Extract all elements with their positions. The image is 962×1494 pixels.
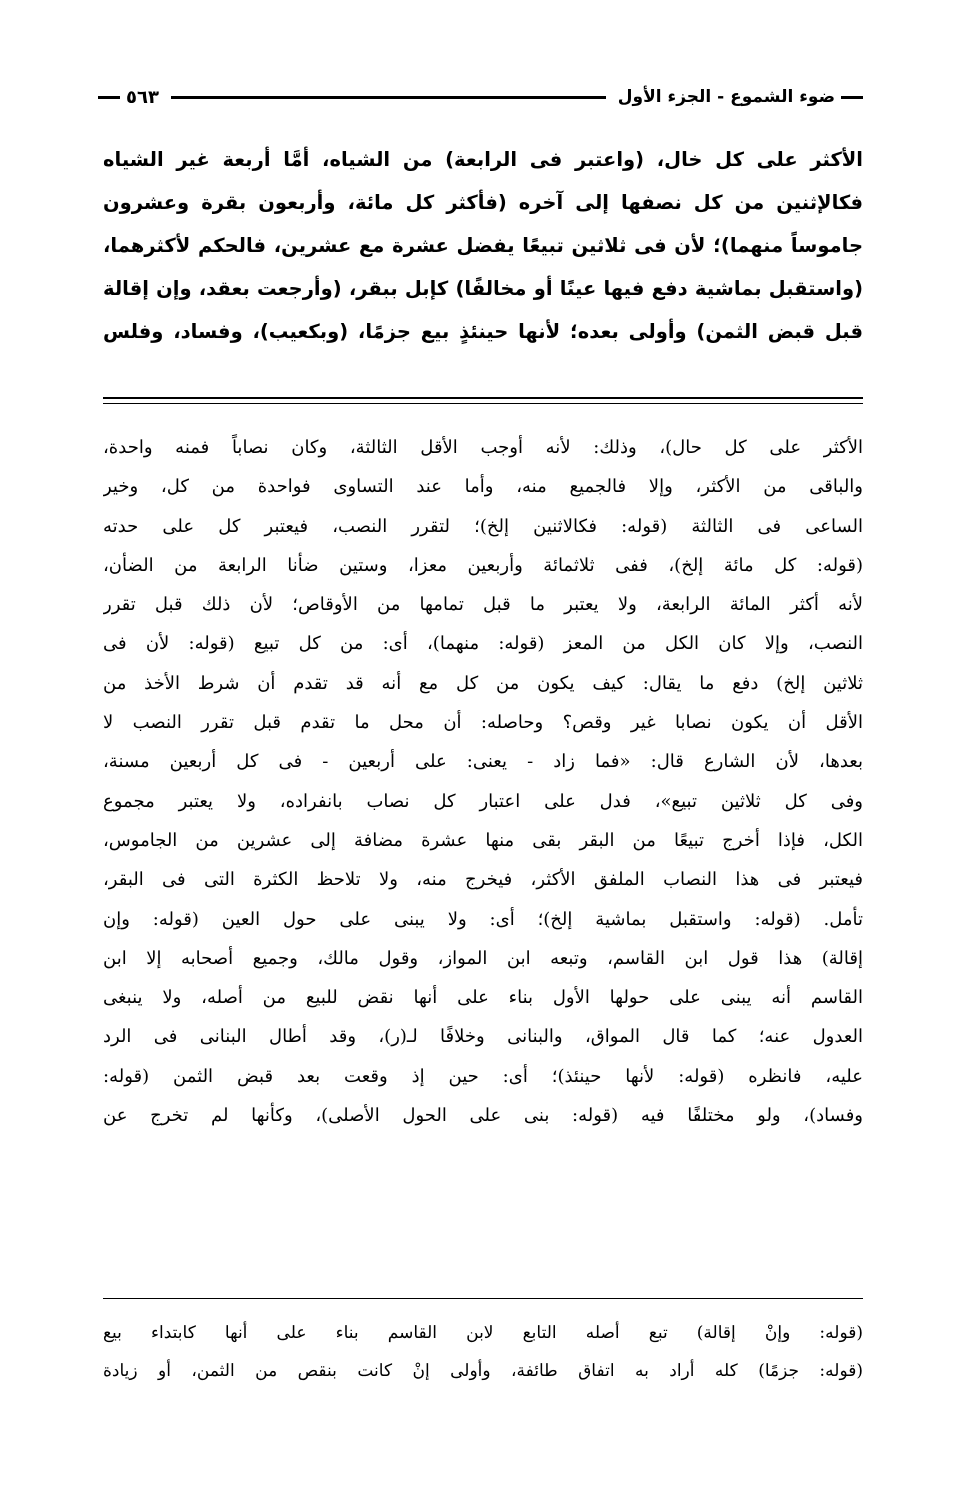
section-divider: [103, 397, 863, 404]
commentary-line: الأكثر على كل حال)، وذلك: لأنه أوجب الأقل الثالثة، وكان نصاباً فمنه واحدة،: [103, 437, 863, 458]
commentary-line: عليه، فانظره (قوله: لأنها حينئذ)؛ أى: حين إذ وقعت بعد قبض الثمن (قوله:: [103, 1065, 863, 1087]
commentary-line: وفى كل ثلاثين تبيع»، فدل على اعتبار كل نصاب بانفراده، ولا يعتبر مجموع: [103, 790, 863, 812]
main-text-line: (واستقبل بماشية دفع فيها عينًا أو مخالفًا) كإبل ببقر، (وأرجعت بعقد، وإن إقالة: [103, 277, 863, 300]
commentary-line: الأقل أن يكون نصابا غير وقص؟ وحاصله: أن محل ما تقدم قبل تقرر النصب لا: [103, 712, 863, 734]
page-header: [98, 82, 863, 112]
commentary-text: [103, 428, 863, 1135]
header-rule: [171, 96, 606, 99]
commentary-line: القاسم أنه يبنى على حولها الأول بناء على أنها نقض للبيع من أصله، ولا ينبغى: [103, 987, 863, 1009]
footnote-divider: [103, 1298, 863, 1299]
commentary-line: تأمل. (قوله: واستقبل بماشية إلخ)؛ أى: ولا يبنى على حول العين (قوله: وإن: [103, 908, 863, 930]
running-title: ضوء الشموع - الجزء الأول: [617, 87, 835, 107]
page-number: ٥٦٣: [126, 86, 159, 108]
commentary-line: (قوله: كل مائة إلخ)، ففى ثلاثمائة وأربعين معزا، وستين ضأنا الرابعة من الضأن،: [103, 554, 863, 576]
commentary-line: فيعتبر فى هذا النصاب الملفق الأكثر، فيخرج منه، ولا تلاحظ الكثرة التى فى البقر،: [103, 869, 863, 891]
header-dash: [98, 96, 120, 99]
main-text-line: الأكثر على كل خال، (واعتبر فى الرابعة) من الشياه، أمَّا أربعة غير الشياه: [103, 148, 863, 171]
commentary-line: إقالة) هذا قول ابن القاسم، وتبعه ابن المواز، وقول مالك، وجميع أصحابه إلا ابن: [103, 947, 863, 969]
commentary-line: النصب، وإلا كان الكل من المعز (قوله: منهما)، أى: من كل تبيع (قوله: لأن فى: [103, 633, 863, 655]
main-text: [103, 138, 863, 353]
header-dash: [841, 96, 863, 99]
main-text-line: قبل قبض الثمن) وأولى بعده؛ لأنها حينئذٍ بيع جزمًا، (وبكعيب)، وفساد، وفلس: [103, 320, 863, 343]
main-text-line: فكالإثنين من كل نصفها إلى آخره (فأكثر كل مائة، وأربعون بقرة وعشرون: [103, 191, 863, 214]
commentary-line: ثلاثين إلخ) دفع ما يقال: كيف يكون من كل مع أنه قد تقدم أن شرط الأخذ من: [103, 672, 863, 694]
commentary-line: العدول عنه؛ كما قال المواق، والبنانى وخلافًا لـ(ر)، وقد أطال البنانى فى الرد: [103, 1026, 863, 1048]
footnote-line: (قوله: وإنْ إقالة) تبع أصله التابع لابن القاسم بناء على أنها كابتداء بيع: [103, 1323, 863, 1343]
commentary-line: والباقى من الأكثر، وإلا فالجميع منه، وأما عند التساوى فواحدة من كل، وخير: [103, 476, 863, 498]
commentary-line: الساعى فى الثالثة (قوله: فكالاثنين إلخ)؛ لتقرر النصب، فيعتبر كل على حدته: [103, 515, 863, 537]
footnote-line: (قوله: جزمًا) كله أراد به اتفاق طائفة، وأولى إنْ كانت بنقص من الثمن، أو زيادة: [103, 1361, 863, 1381]
main-text-line: جاموساً منهما)؛ لأن فى ثلاثين تبيعًا يفضل عشرة مع عشرين، فالحكم لأكثرهما،: [103, 234, 863, 257]
commentary-line: بعدها، لأن الشارع قال: «فما زاد - يعنى: على أربعين - فى كل أربعين مسنة،: [103, 751, 863, 773]
commentary-line: لأنه أكثر المائة الرابعة، ولا يعتبر ما قبل تمامها من الأوقاص؛ لأن ذلك قبل تقرر: [103, 594, 863, 616]
commentary-line: الكل، فإذا أخرج تبيعًا من البقر بقى منها عشرة مضافة إلى عشرين من الجاموس،: [103, 829, 863, 851]
commentary-line: وفساد)، ولو مختلفًا فيه (قوله: بنى على الحول الأصلى)، وكأنها لم تخرج عن: [103, 1105, 863, 1127]
footnotes: [103, 1314, 863, 1390]
